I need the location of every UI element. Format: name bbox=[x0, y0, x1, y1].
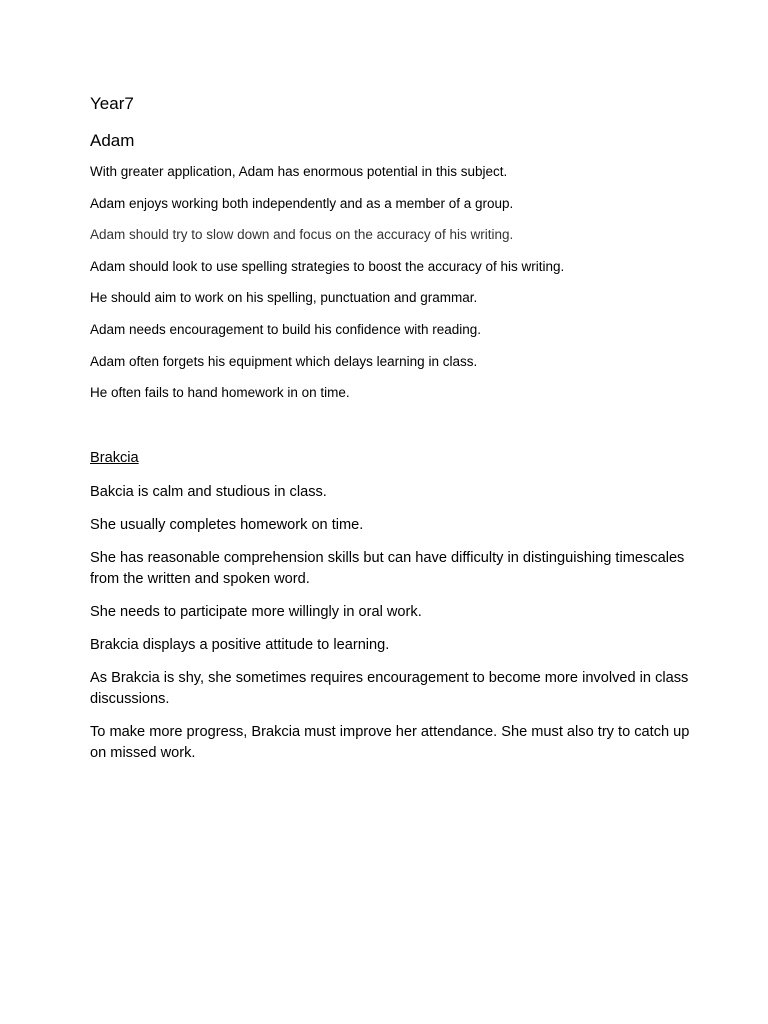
comment: He should aim to work on his spelling, punctuation and grammar. bbox=[90, 290, 478, 306]
comment: Adam should try to slow down and focus on the accuracy of his writing. bbox=[90, 227, 514, 243]
comment: Adam often forgets his equipment which delays learning in class. bbox=[90, 353, 478, 369]
year-heading: Year7 bbox=[90, 94, 134, 113]
student-name-brakcia: Brakcia bbox=[90, 449, 139, 466]
adam-comments bbox=[90, 163, 690, 401]
comment: She usually completes homework on time. bbox=[90, 516, 364, 533]
comment: Adam enjoys working both independently and as a member of a group. bbox=[90, 195, 514, 211]
brakcia-comments bbox=[90, 482, 690, 764]
comment: Bakcia is calm and studious in class. bbox=[90, 483, 327, 500]
report-content bbox=[90, 93, 690, 776]
comment: She needs to participate more willingly in oral work. bbox=[90, 603, 422, 620]
comment: She has reasonable comprehension skills but can have difficulty in distinguishing timescales from the written and spoken word. bbox=[90, 549, 685, 587]
comment: With greater application, Adam has enormous potential in this subject. bbox=[90, 164, 508, 179]
comment: Adam should look to use spelling strategies to boost the accuracy of his writing. bbox=[90, 258, 565, 274]
comment: Brakcia displays a positive attitude to learning. bbox=[90, 636, 390, 653]
section-spacer bbox=[90, 416, 690, 449]
student-name-adam: Adam bbox=[90, 131, 135, 150]
comment: Adam needs encouragement to build his confidence with reading. bbox=[90, 321, 481, 337]
comment: As Brakcia is shy, she sometimes requires encouragement to become more involved in class discussions. bbox=[90, 669, 689, 707]
comment: To make more progress, Brakcia must improve her attendance. She must also try to catch up on missed work. bbox=[90, 723, 690, 761]
comment: He often fails to hand homework in on time. bbox=[90, 385, 350, 401]
